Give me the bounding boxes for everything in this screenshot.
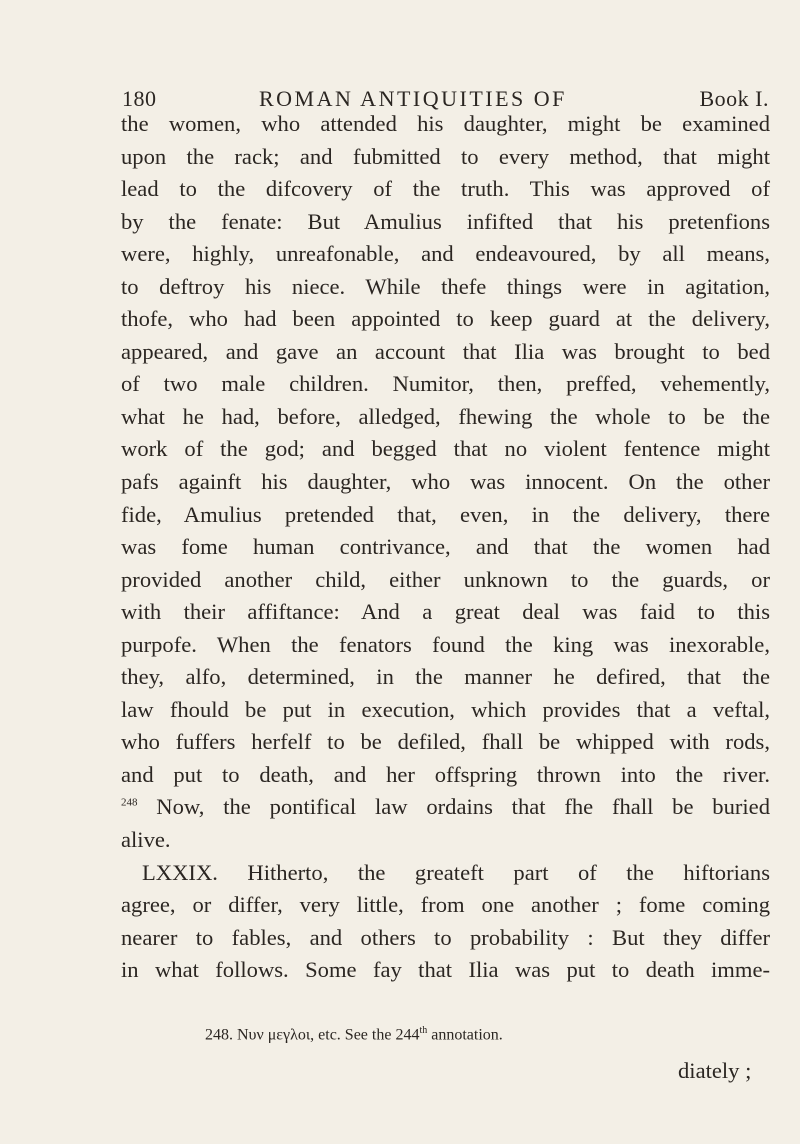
- text-line: with their affiftance: And a great deal was faid to this: [121, 599, 770, 625]
- text-line: to deftroy his niece. While thefe things were in agitation,: [121, 273, 770, 299]
- text-line: what he had, before, alledged, fhewing the whole to be the: [121, 403, 770, 429]
- footnote-text: etc. See the 244: [314, 1026, 420, 1044]
- footnote: [205, 1025, 765, 1044]
- text-line-with-note: [121, 791, 770, 824]
- footnote-ordinal: th: [419, 1025, 428, 1036]
- text-line: law fhould be put in execution, which provides that a veftal,: [121, 696, 770, 722]
- text-line: alive.: [121, 827, 171, 853]
- text-line: and put to death, and her offspring thrown into the river.: [121, 761, 770, 787]
- text-line: nearer to fables, and others to probability : But they differ: [121, 924, 770, 950]
- text-line: pafs againft his daughter, who was innocent. On the other: [121, 469, 770, 495]
- text-line: agree, or differ, very little, from one another ; fome coming: [121, 892, 770, 918]
- text-line: appeared, and gave an account that Ilia was brought to bed: [121, 338, 770, 364]
- text-line: they, alfo, determined, in the manner he defired, that the: [121, 664, 770, 690]
- text-line: who fuffers herfelf to be defiled, fhall be whipped with rods,: [121, 729, 770, 755]
- catchword: diately ;: [678, 1058, 752, 1083]
- text-line: were, highly, unreafonable, and endeavoured, by all means,: [121, 241, 770, 267]
- text-line: the women, who attended his daughter, might be examined: [121, 111, 770, 136]
- body-text: [121, 108, 770, 987]
- text-line: by the fenate: But Amulius infifted that his pretenfions: [121, 208, 770, 234]
- page-number: 180: [122, 86, 157, 111]
- text-line: of two male children. Numitor, then, preffed, vehemently,: [121, 371, 770, 397]
- text-line: upon the rack; and fubmitted to every method, that might: [121, 143, 770, 169]
- text-line: purpofe. When the fenators found the king was inexorable,: [121, 631, 770, 657]
- text-line: in what follows. Some fay that Ilia was put to death imme-: [121, 957, 770, 983]
- book-label: Book I.: [699, 86, 769, 111]
- footnote-number: 248.: [205, 1026, 233, 1044]
- footnote-greek: Nυν μεγλοι,: [237, 1026, 315, 1044]
- footnote-reference[interactable]: 248: [121, 796, 138, 809]
- section-heading-line: LXXIX. Hitherto, the greateft part of the hiftorians: [142, 859, 770, 885]
- text-segment: Now, the pontifical law ordains that fhe fhall be buried: [137, 794, 770, 820]
- text-line: was fome human contrivance, and that the women had: [121, 534, 770, 560]
- text-line: thofe, who had been appointed to keep guard at the delivery,: [121, 306, 770, 332]
- text-line: work of the god; and begged that no violent fentence might: [121, 436, 770, 462]
- footnote-text-end: annotation.: [427, 1026, 503, 1044]
- text-line: lead to the difcovery of the truth. This was approved of: [121, 176, 770, 202]
- text-line: provided another child, either unknown to the guards, or: [121, 566, 770, 592]
- text-line: fide, Amulius pretended that, even, in the delivery, there: [121, 501, 770, 527]
- running-title: ROMAN ANTIQUITIES OF: [259, 86, 567, 111]
